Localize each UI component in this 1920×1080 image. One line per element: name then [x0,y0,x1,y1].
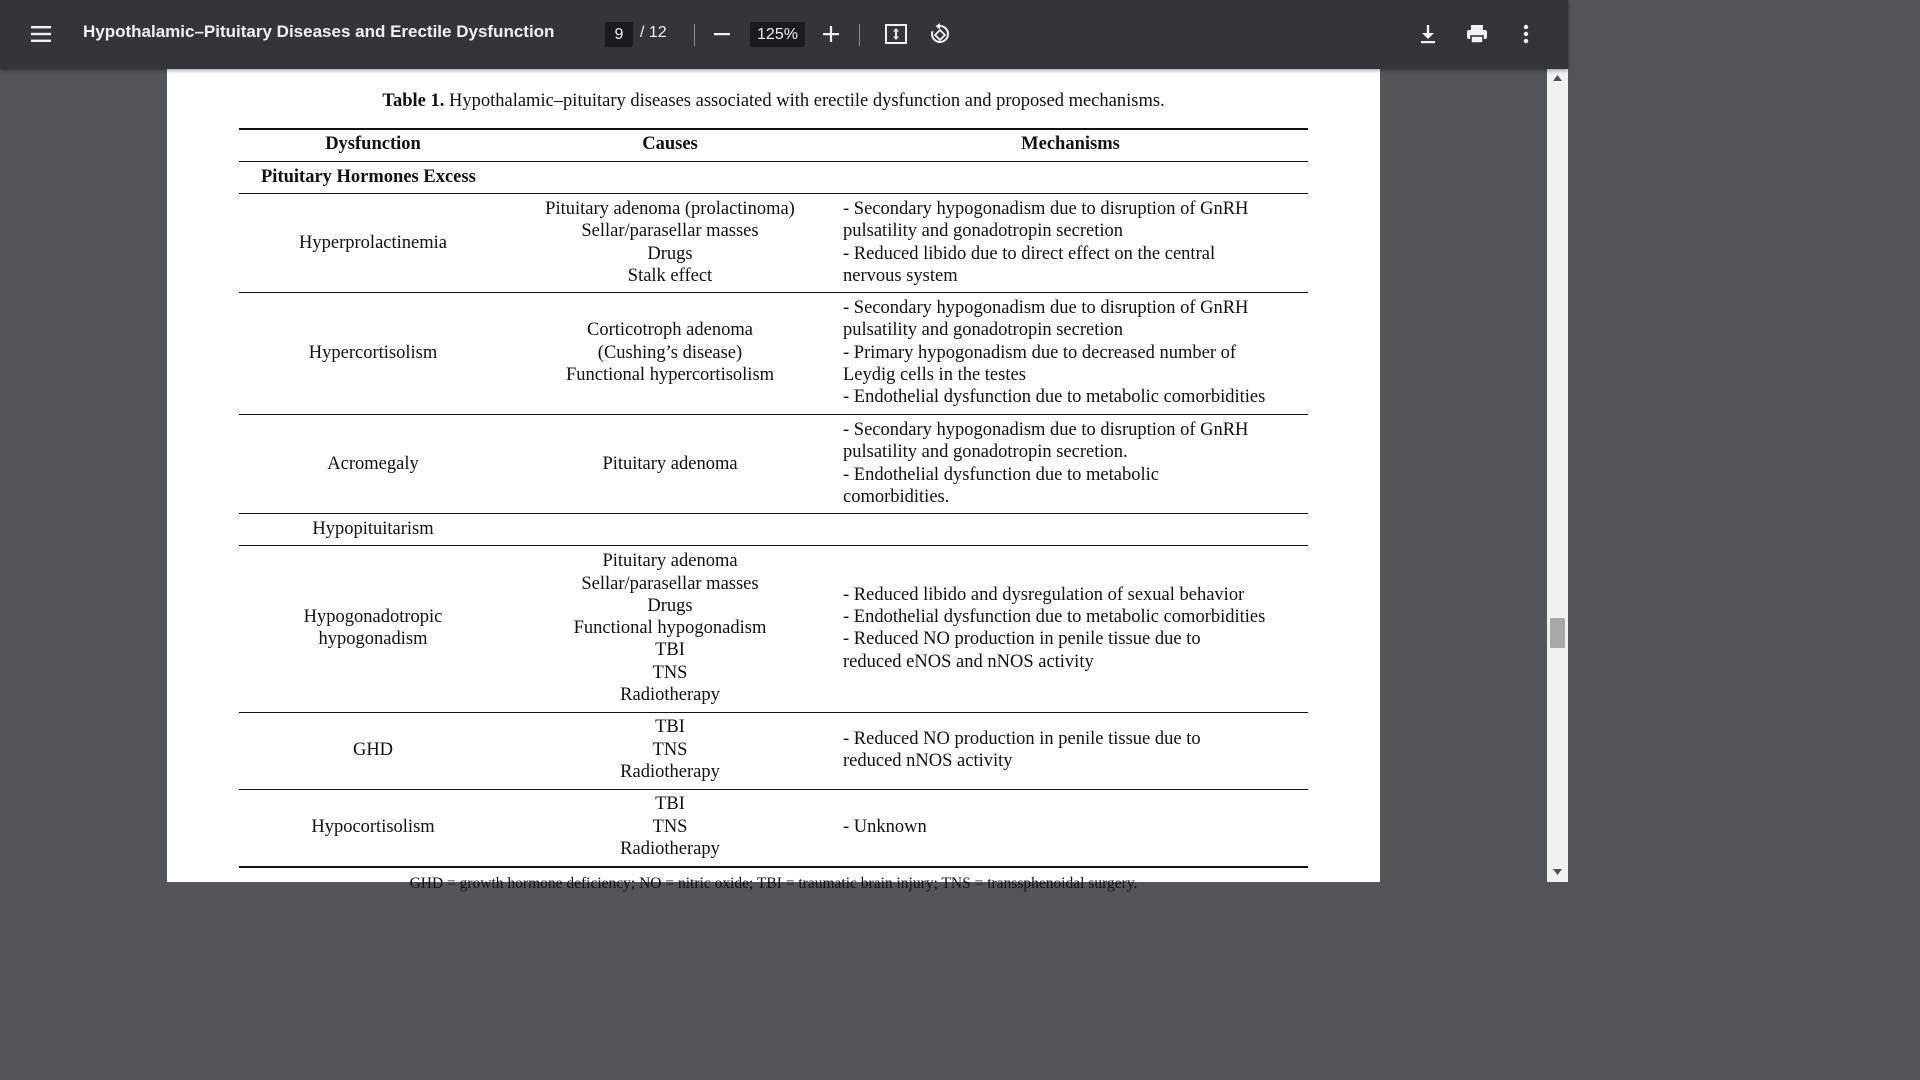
rotate-icon[interactable] [920,14,960,54]
mechanisms-cell-line: reduced eNOS and nNOS activity [843,652,1094,672]
mechanisms-cell-line: - Endothelial dysfunction due to metabolic comorbidities [843,387,1266,407]
causes-cell-line: TBI [655,794,685,814]
dysfunction-cell: Hypocortisolism [311,817,435,837]
more-vert-icon[interactable] [1506,14,1546,54]
zoom-level-input[interactable]: 125% [750,22,805,47]
column-header-mechanisms: Mechanisms [1021,134,1120,154]
causes-cell-line: Functional hypogonadism [573,618,767,638]
mechanisms-cell-line: - Primary hypogonadism due to decreased number of [843,343,1237,363]
causes-cell-line: Pituitary adenoma (prolactinoma) [545,199,795,219]
causes-cell-line: Corticotroph adenoma [587,320,753,340]
vertical-scrollbar[interactable] [1547,69,1568,882]
dysfunction-cell: Hyperprolactinemia [299,233,447,253]
row-divider [239,193,1308,194]
table-caption [167,91,1380,112]
causes-cell-line: Radiotherapy [620,762,720,782]
causes-cell-line: TNS [652,817,688,837]
causes-cell-line: Drugs [647,596,693,616]
dysfunction-cell: Hypercortisolism [308,343,438,363]
mechanisms-cell-line: - Reduced libido and dysregulation of sexual behavior [843,585,1245,605]
scroll-down-arrow-icon[interactable] [1552,867,1563,877]
causes-cell-line: Functional hypercortisolism [565,365,775,385]
dysfunction-cell: GHD [352,740,394,760]
causes-cell-line: Pituitary adenoma [602,454,738,474]
table-bottom-rule [239,866,1308,868]
mechanisms-cell-line: comorbidities. [843,487,950,507]
mechanisms-cell-line: pulsatility and gonadotropin secretion [843,221,1124,241]
mechanisms-cell-line: - Reduced NO production in penile tissue due to [843,629,1201,649]
mechanisms-cell-line: - Secondary hypogonadism due to disruption of GnRH [843,199,1249,219]
scrollbar-thumb[interactable] [1550,618,1565,648]
page-total: / 12 [640,24,667,41]
causes-cell-line: Radiotherapy [620,839,720,859]
mechanisms-cell-line: - Endothelial dysfunction due to metabolic [843,465,1159,485]
row-divider [239,513,1308,514]
mechanisms-cell-line: reduced nNOS activity [843,751,1013,771]
toolbar-divider [694,24,695,46]
zoom-out-icon[interactable] [702,14,742,54]
causes-cell-line: Radiotherapy [620,685,720,705]
row-divider [239,545,1308,546]
causes-cell-line: Sellar/parasellar masses [581,574,759,594]
dysfunction-cell: Acromegaly [327,454,419,474]
dysfunction-cell: Hypogonadotropic [303,607,443,627]
mechanisms-cell-line: pulsatility and gonadotropin secretion. [843,442,1128,462]
table-footnote: GHD = growth hormone deficiency; NO = nitric oxide; TBI = traumatic brain injury; TNS = transsphenoidal surgery. [409,875,1138,892]
row-divider [239,292,1308,293]
mechanisms-cell-line: - Secondary hypogonadism due to disruption of GnRH [843,298,1249,318]
mechanisms-cell-line: - Endothelial dysfunction due to metabolic comorbidities [843,607,1266,627]
toolbar-divider [859,24,860,46]
table-header-rule [239,161,1308,162]
mechanisms-cell-line: - Reduced libido due to direct effect on the central [843,244,1216,264]
causes-cell-line: TNS [652,663,688,683]
caption-label: Table 1. [382,91,445,111]
causes-cell-line: Sellar/parasellar masses [581,221,759,241]
column-header-dysfunction: Dysfunction [325,134,421,154]
mechanisms-cell-line: - Secondary hypogonadism due to disruption of GnRH [843,420,1249,440]
causes-cell-line: (Cushing’s disease) [597,343,743,363]
mechanisms-cell-line: Leydig cells in the testes [843,365,1026,385]
zoom-in-icon[interactable] [811,14,851,54]
pdf-toolbar [0,0,1568,69]
document-title: Hypothalamic–Pituitary Diseases and Erectile Dysfunction [83,22,555,41]
caption-text: Hypothalamic–pituitary diseases associated with erectile dysfunction and proposed mechanisms. [444,91,1165,111]
mechanisms-cell-line: nervous system [843,266,958,286]
causes-cell-line: TBI [655,640,685,660]
causes-cell-line: Stalk effect [627,266,713,286]
pdf-page [167,69,1380,892]
mechanisms-cell-line: - Unknown [843,817,927,837]
print-icon[interactable] [1457,14,1497,54]
causes-cell-line: Drugs [647,244,693,264]
mechanisms-cell-line: - Reduced NO production in penile tissue due to [843,729,1201,749]
menu-icon[interactable] [21,14,61,54]
download-icon[interactable] [1408,14,1448,54]
table-top-rule [239,128,1308,130]
row-divider [239,414,1308,415]
causes-cell-line: TNS [652,740,688,760]
causes-cell-line: TBI [655,717,685,737]
row-divider [239,789,1308,790]
causes-cell-line: Pituitary adenoma [602,551,738,571]
section-header-excess: Pituitary Hormones Excess [261,167,476,187]
row-divider [239,712,1308,713]
page-number-input[interactable]: 9 [605,22,633,47]
column-header-causes: Causes [642,134,698,154]
scroll-up-arrow-icon[interactable] [1552,73,1563,83]
dysfunction-cell: hypogonadism [318,629,428,649]
section-header-hypopituitarism: Hypopituitarism [312,519,434,539]
mechanisms-cell-line: pulsatility and gonadotropin secretion [843,320,1124,340]
fit-page-icon[interactable] [876,14,916,54]
